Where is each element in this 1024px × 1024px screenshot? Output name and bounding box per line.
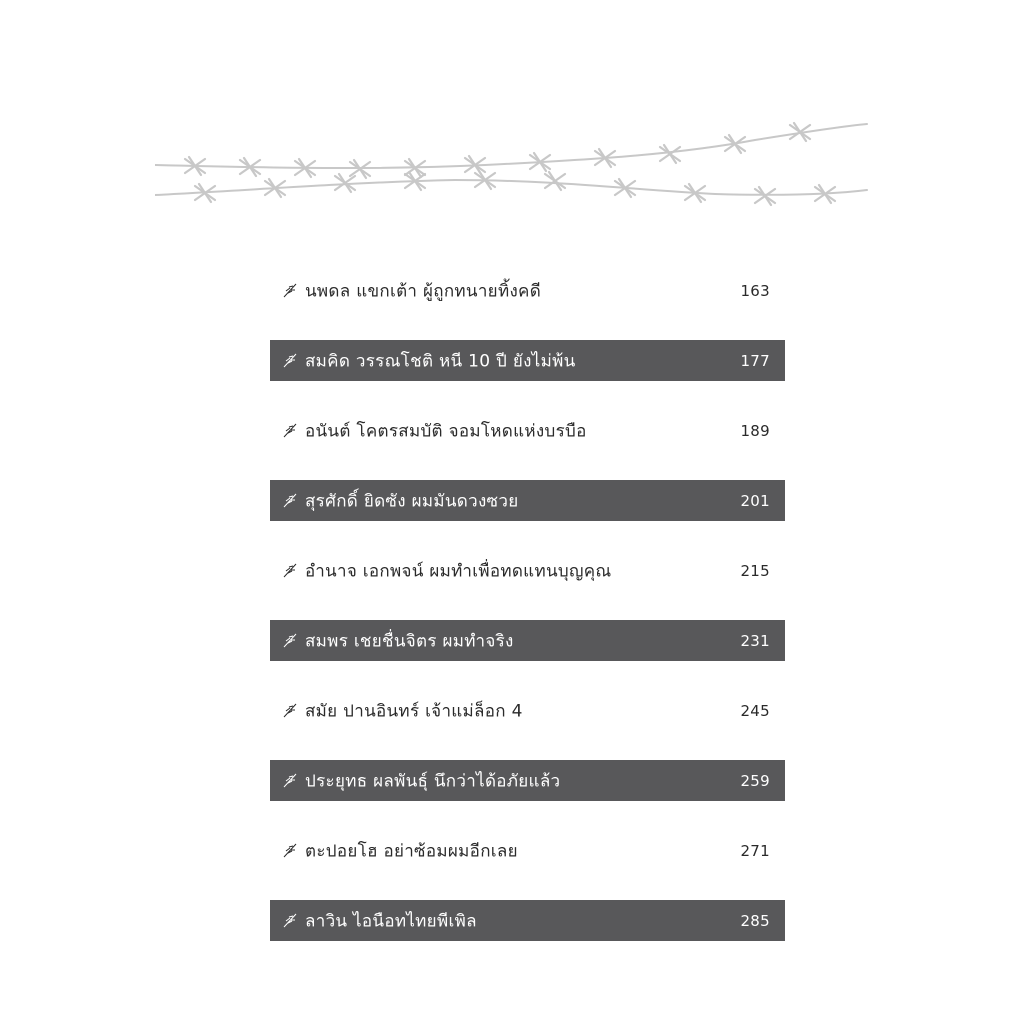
barb [549,172,561,190]
toc-entry-title: สมคิด วรรณโชติ หนี 10 ปี ยังไม่พ้น [305,351,576,371]
toc-entry-title: ประยุทธ ผลพันธุ์ นึกว่าได้อภัยแล้ว [305,771,561,791]
toc-entry[interactable] [270,620,785,661]
toc-entry-page: 189 [740,421,770,440]
feather-icon [281,281,299,299]
toc-entry[interactable] [270,270,785,311]
toc-entry-page: 177 [740,351,770,370]
toc-entry-title: สมัย ปานอินทร์ เจ้าแม่ล็อก 4 [305,701,523,721]
toc-entry[interactable] [270,760,785,801]
feather-icon [281,561,299,579]
feather-icon [281,911,299,929]
toc-entry[interactable] [270,340,785,381]
feather-icon [281,631,299,649]
feather-icon [281,351,299,369]
toc-entry-page: 271 [740,841,770,860]
toc-entry-page: 285 [740,911,770,930]
barbed-wire-decoration [155,110,870,220]
toc-entry-title: สุรศักดิ์ ยิดซัง ผมมันดวงซวย [305,491,519,511]
toc-entry[interactable] [270,550,785,591]
toc-entry-title: สมพร เชยชื่นจิตร ผมทำจริง [305,631,514,651]
feather-icon [281,841,299,859]
toc-entry-title: ตะปอยโฮ อย่าซ้อมผมอีกเลย [305,841,518,861]
toc-entry[interactable] [270,410,785,451]
feather-icon [281,701,299,719]
toc-entry-page: 163 [740,281,770,300]
feather-icon [281,771,299,789]
toc-entry-title: ลาวิน ไอนือทไทยพีเพิล [305,911,477,931]
toc-entry[interactable] [270,830,785,871]
toc-entry-page: 245 [740,701,770,720]
toc-entry-page: 201 [740,491,770,510]
toc-entry[interactable] [270,900,785,941]
toc-entry[interactable] [270,690,785,731]
toc-entry-page: 231 [740,631,770,650]
barb [664,145,676,163]
table-of-contents [270,270,785,970]
barb [759,187,771,205]
toc-entry-page: 215 [740,561,770,580]
toc-entry[interactable] [270,480,785,521]
toc-entry-page: 259 [740,771,770,790]
feather-icon [281,421,299,439]
wire-strand-upper [155,124,867,168]
toc-entry-title: นพดล แขกเต้า ผู้ถูกทนายทิ้งคดี [305,281,542,301]
toc-entry-title: อำนาจ เอกพจน์ ผมทำเพื่อทดแทนบุญคุณ [305,561,612,581]
feather-icon [281,491,299,509]
toc-entry-title: อนันต์ โคตรสมบัติ จอมโหดแห่งบรบือ [305,421,587,441]
